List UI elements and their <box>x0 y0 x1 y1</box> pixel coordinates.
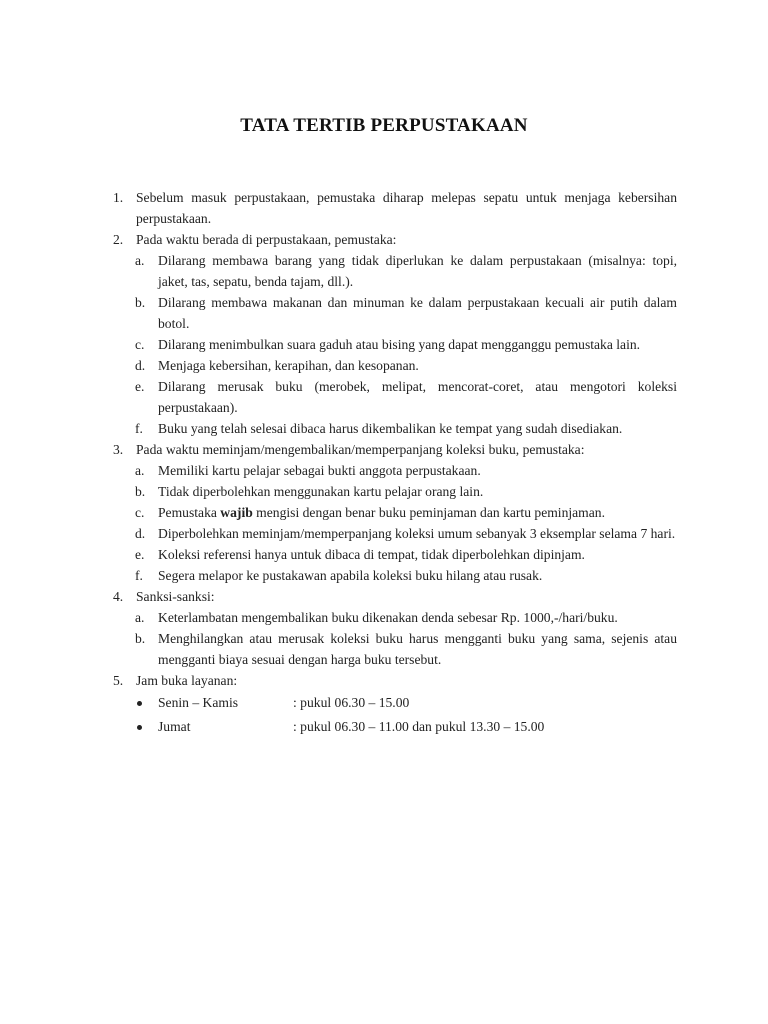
sub-rule-letter: c. <box>135 505 145 520</box>
rule-number: 2. <box>113 232 124 247</box>
sub-rule-letter: b. <box>135 484 146 499</box>
sub-rule <box>113 607 677 628</box>
sub-rule <box>113 502 677 523</box>
sub-rule <box>113 523 677 544</box>
sub-rule <box>113 418 677 439</box>
emphasis-text: wajib <box>220 505 253 520</box>
sub-rule-letter: a. <box>135 253 145 268</box>
hours-day: Jumat <box>158 719 191 734</box>
sub-rule-letter: d. <box>135 526 146 541</box>
sub-rule-text: Buku yang telah selesai dibaca harus dikembalikan ke tempat yang sudah disediakan. <box>158 421 623 436</box>
sub-rule-letter: b. <box>135 295 146 310</box>
sub-rule <box>113 460 677 481</box>
sub-rule <box>113 544 677 565</box>
sub-rule-text <box>158 502 677 523</box>
sub-rule-letter: f. <box>135 421 143 436</box>
sub-rule-text: Koleksi referensi hanya untuk dibaca di tempat, tidak diperbolehkan dipinjam. <box>158 547 585 562</box>
sub-rule-text: Diperbolehkan meminjam/memperpanjang koleksi umum sebanyak 3 eksemplar selama 7 hari. <box>158 526 676 541</box>
sub-rule <box>113 355 677 376</box>
rule-number: 1. <box>113 190 124 205</box>
sub-rule-text: Menghilangkan atau merusak koleksi buku harus mengganti buku yang sama, sejenis atau mengganti biaya sesuai dengan harga buku tersebut. <box>158 631 677 667</box>
sub-rule-text: Segera melapor ke pustakawan apabila koleksi buku hilang atau rusak. <box>158 568 543 583</box>
sub-rule-text: Menjaga kebersihan, kerapihan, dan kesopanan. <box>158 358 419 373</box>
sub-rule <box>113 628 677 670</box>
rule-1 <box>113 187 677 229</box>
rule-4 <box>113 586 677 607</box>
bullet-icon <box>137 725 142 730</box>
rule-text: Pada waktu berada di perpustakaan, pemustaka: <box>136 232 397 247</box>
sub-rule-letter: a. <box>135 463 145 478</box>
hours-row <box>113 715 677 739</box>
rule-3 <box>113 439 677 460</box>
sub-rule-letter: d. <box>135 358 146 373</box>
rule-text: Jam buka layanan: <box>136 673 238 688</box>
sub-rule-letter: e. <box>135 379 145 394</box>
rules-list <box>113 187 677 739</box>
hours-row <box>113 691 677 715</box>
sub-rule-text: Dilarang membawa barang yang tidak diperlukan ke dalam perpustakaan (misalnya: topi, jaket, tas, sepatu, benda tajam, dll.). <box>158 253 677 289</box>
sub-rule <box>113 481 677 502</box>
rule-number: 3. <box>113 442 124 457</box>
sub-rule <box>113 334 677 355</box>
rule-text: Pada waktu meminjam/mengembalikan/memperpanjang koleksi buku, pemustaka: <box>136 442 585 457</box>
sub-rule <box>113 565 677 586</box>
text-part: mengisi dengan benar buku peminjaman dan kartu peminjaman. <box>252 505 605 520</box>
sub-rule-text: Tidak diperbolehkan menggunakan kartu pelajar orang lain. <box>158 484 484 499</box>
sub-rule <box>113 250 677 292</box>
document-title: TATA TERTIB PERPUSTAKAAN <box>240 115 528 136</box>
hours-day: Senin – Kamis <box>158 695 239 710</box>
rule-number: 4. <box>113 589 124 604</box>
sub-rule-text: Dilarang menimbulkan suara gaduh atau bising yang dapat mengganggu pemustaka lain. <box>158 337 641 352</box>
sub-rule-text: Dilarang merusak buku (merobek, melipat, mencorat-coret, atau mengotori koleksi perpustakaan). <box>158 379 677 415</box>
sub-rule-text: Dilarang membawa makanan dan minuman ke dalam perpustakaan kecuali air putih dalam botol. <box>158 295 677 331</box>
sub-rule <box>113 292 677 334</box>
text-part: Pemustaka <box>158 505 221 520</box>
rule-text: Sebelum masuk perpustakaan, pemustaka diharap melepas sepatu untuk menjaga kebersihan perpustakaan. <box>136 190 677 226</box>
sub-rule-letter: c. <box>135 337 145 352</box>
hours-time: : pukul 06.30 – 11.00 dan pukul 13.30 – 15.00 <box>293 719 545 734</box>
rule-5 <box>113 670 677 691</box>
sub-rule <box>113 376 677 418</box>
sub-rule-letter: e. <box>135 547 145 562</box>
hours-time: : pukul 06.30 – 15.00 <box>293 695 410 710</box>
sub-rule-letter: a. <box>135 610 145 625</box>
rule-text: Sanksi-sanksi: <box>136 589 215 604</box>
rule-number: 5. <box>113 673 124 688</box>
bullet-icon <box>137 701 142 706</box>
sub-rule-text: Keterlambatan mengembalikan buku dikenakan denda sebesar Rp. 1000,-/hari/buku. <box>158 610 618 625</box>
sub-rule-letter: f. <box>135 568 143 583</box>
rule-2 <box>113 229 677 250</box>
sub-rule-text: Memiliki kartu pelajar sebagai bukti anggota perpustakaan. <box>158 463 481 478</box>
sub-rule-letter: b. <box>135 631 146 646</box>
